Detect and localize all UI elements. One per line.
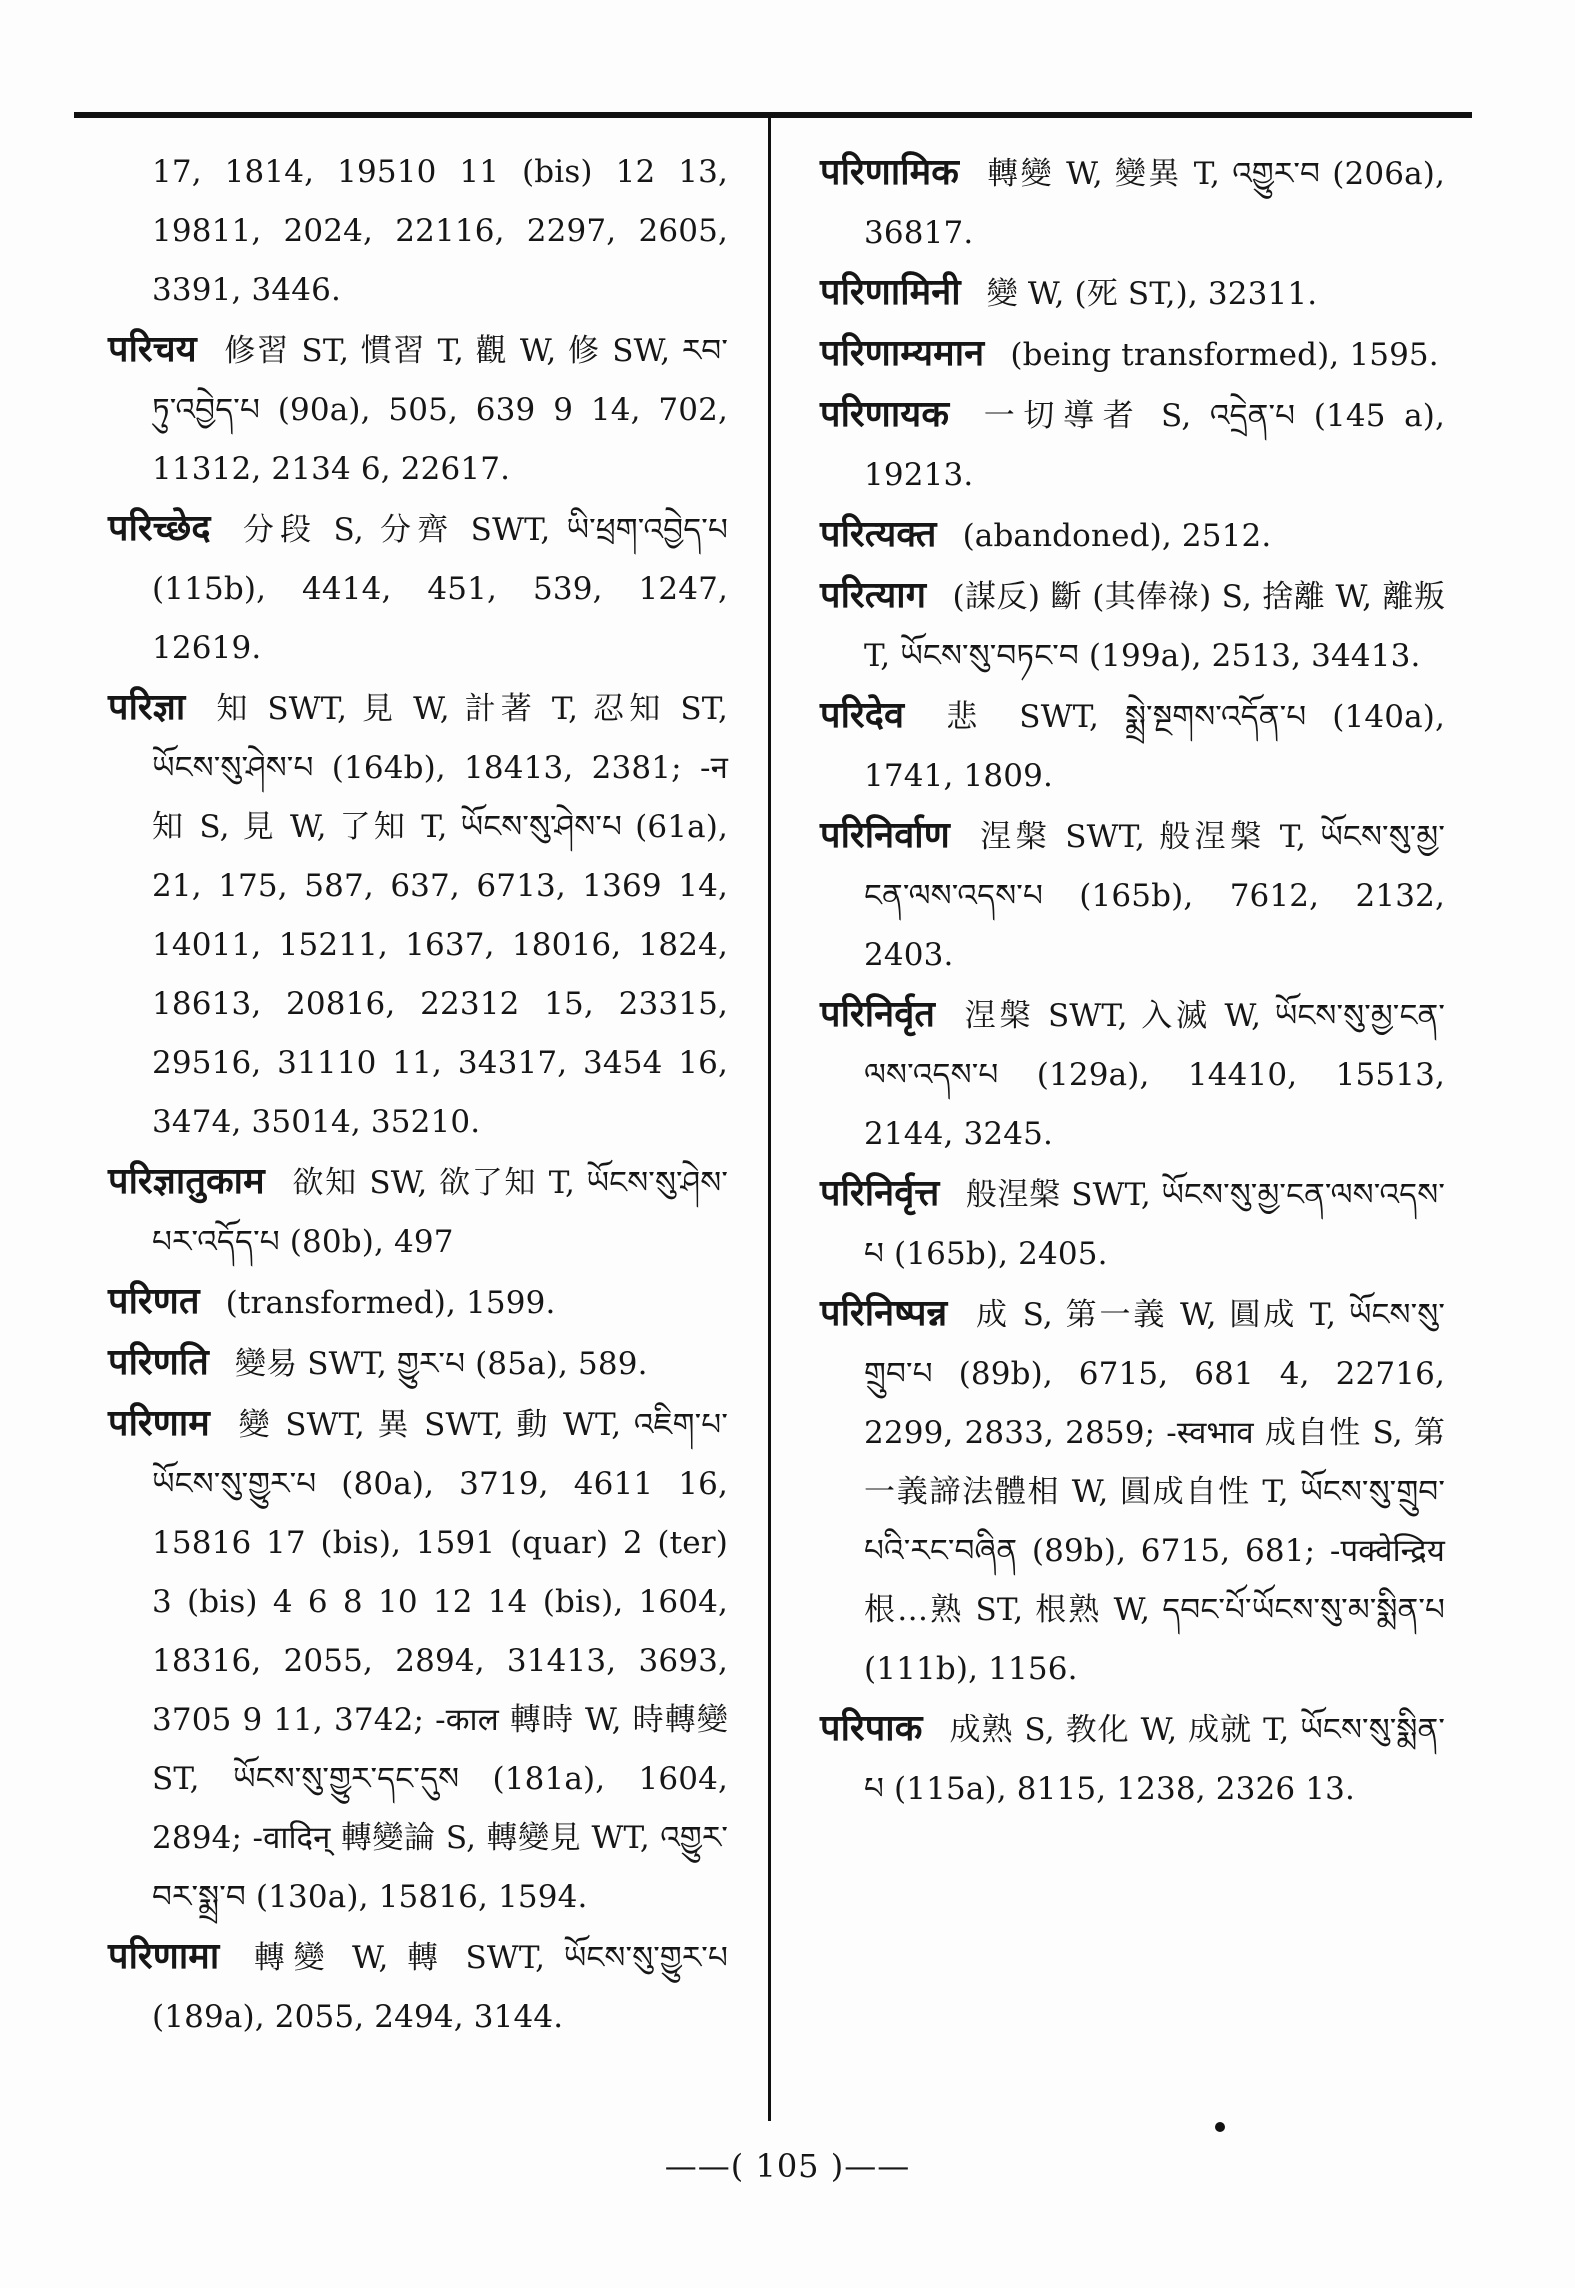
entry-text: 涅槃 SWT, 入滅 W, ཡོངས་སུ་མྱ་ངན་ལས་འདས་པ (129a), 14410, 15513, 2144, 3245. [864, 998, 1445, 1152]
entry-text: 變 SWT, 異 SWT, 動 WT, འཇིག་པ་ཡོངས་སུ་གྱུར་པ (80a), 3719, 4611 16, 15816 17 (bis), 1591 (quar) 2 (ter) 3 (bis) 4 6 8 10 12 14 (bis), 1604, 18316, 2055, 2894, 31413, 3693, 3705 9 11, 3742; -काल 轉時 W, 時轉變 ST, ཡོངས་སུ་གྱུར་དང་དུས (181a), 1604, 2894; -वादिन् 轉變論 S, 轉變見 WT, འགྱུར་བར་སྨྲ་བ (130a), 15816, 1594. [152, 1407, 728, 1915]
entry-text: 欲知 SW, 欲了知 T, ཡོངས་སུ་ཤེས་པར་འདོད་པ (80b), 497 [152, 1165, 728, 1260]
entry-text: 17, 1814, 19510 11 (bis) 12 13, 19811, 2024, 22116, 2297, 2605, 3391, 3446. [152, 154, 728, 308]
entry-text: (transformed), 1599. [225, 1285, 556, 1321]
entry-text: 轉變 W, 變異 T, འགྱུར་བ (206a), 36817. [864, 156, 1445, 251]
headword: परिनिर्वृत्त [820, 1173, 940, 1214]
entry-text: (謀反) 斷 (其俸祿) S, 捨離 W, 離叛 T, ཡོངས་སུ་བཏང་བ (199a), 2513, 34413. [864, 579, 1445, 674]
dictionary-entry [820, 385, 1445, 505]
dictionary-entry [108, 1394, 728, 1927]
entry-text: (abandoned), 2512. [962, 518, 1272, 554]
dictionary-entry [820, 143, 1445, 263]
headword: परिणामिनी [820, 272, 961, 313]
dictionary-entry [820, 324, 1445, 385]
dictionary-entry [820, 566, 1445, 686]
headword: परिणत [108, 1281, 200, 1322]
headword: परित्यक्त [820, 514, 937, 555]
dictionary-entry [820, 263, 1445, 324]
dictionary-entry [820, 806, 1445, 985]
dictionary-entry [820, 686, 1445, 806]
dictionary-entry [820, 1284, 1445, 1699]
dictionary-entry [108, 1333, 728, 1394]
entry-text: 修習 ST, 慣習 T, 觀 W, 修 SW, རབ་ཏུ་འབྱེད་པ (90a), 505, 639 9 14, 702, 11312, 2134 6, 22617. [152, 333, 728, 487]
headword: परिचय [108, 329, 197, 370]
headword: परिपाक [820, 1708, 923, 1749]
dictionary-entry [108, 1927, 728, 2047]
headword: परिणाम [108, 1403, 210, 1444]
headword: परिनिष्पन्न [820, 1293, 948, 1334]
dictionary-entry [108, 143, 728, 320]
entry-text: 知 SWT, 見 W, 計著 T, 忍知 ST, ཡོངས་སུ་ཤེས་པ (164b), 18413, 2381; -न 知 S, 見 W, 了知 T, ཡོངས་སུ་ཤེས་པ (61a), 21, 175, 587, 637, 6713, 1369 14, 14011, 15211, 1637, 18016, 1824, 18613, 20816, 22312 15, 23315, 29516, 31110 11, 34317, 3454 16, 3474, 35014, 35210. [152, 691, 728, 1140]
headword: परिदेव [820, 695, 905, 736]
headword: परिनिर्वृत [820, 994, 936, 1035]
column-divider [768, 118, 771, 2121]
headword: परिणायक [820, 394, 950, 435]
dictionary-entry [820, 505, 1445, 566]
entry-text: 轉變 W, 轉 SWT, ཡོངས་སུ་གྱུར་པ (189a), 2055, 2494, 3144. [152, 1940, 728, 2035]
entry-text: 悲 SWT, སྨྲེ་སྔགས་འདོན་པ (140a), 1741, 1809. [864, 699, 1445, 794]
headword: परिनिर्वाण [820, 815, 950, 856]
dictionary-entry [108, 1152, 728, 1272]
entry-text: 成 S, 第一義 W, 圓成 T, ཡོངས་སུ་གྲུབ་པ (89b), 6715, 681 4, 22716, 2299, 2833, 2859; -स्वभाव 成自性 S, 第一義諦法體相 W, 圓成自性 T, ཡོངས་སུ་གྲུབ་པའི་རང་བཞིན (89b), 6715, 681; -पक्वेन्द्रिय 根…熟 ST, 根熟 W, དབང་པོ་ཡོངས་སུ་མ་སྨིན་པ (111b), 1156. [864, 1297, 1445, 1687]
entry-text: 涅槃 SWT, 般涅槃 T, ཡོངས་སུ་མྱ་ངན་ལས་འདས་པ (165b), 7612, 2132, 2403. [864, 819, 1445, 973]
dictionary-entry [108, 320, 728, 499]
headword: परिणति [108, 1342, 209, 1383]
headword: परिणामा [108, 1936, 220, 1977]
entry-text: 變 W, (死 ST,), 32311. [986, 276, 1318, 312]
dictionary-entry [108, 499, 728, 678]
dictionary-entry [108, 678, 728, 1152]
entry-text: 一切導者 S, འདྲེན་པ (145 a), 19213. [864, 398, 1445, 493]
entry-text: 般涅槃 SWT, ཡོངས་སུ་མྱ་ངན་ལས་འདས་པ (165b), 2405. [864, 1177, 1445, 1272]
headword: परिच्छेद [108, 508, 211, 549]
left-column [108, 143, 728, 2047]
headword: परिज्ञातुकाम [108, 1161, 265, 1202]
entry-text: 變易 SWT, གྱུར་པ (85a), 589. [234, 1346, 648, 1382]
dictionary-entry [820, 1699, 1445, 1819]
right-column [820, 143, 1445, 1819]
dictionary-entry [108, 1272, 728, 1333]
ink-speck [1215, 2122, 1225, 2132]
headword: परिणामिक [820, 152, 960, 193]
entry-text: 分段 S, 分齊 SWT, ཡི་ཕྲག་འབྱེད་པ (115b), 4414, 451, 539, 1247, 12619. [152, 512, 728, 666]
headword: परिणाम्यमान [820, 333, 985, 374]
headword: परिज्ञा [108, 687, 186, 728]
headword: परित्याग [820, 575, 927, 616]
entry-text: 成熟 S, 教化 W, 成就 T, ཡོངས་སུ་སྨིན་པ (115a), 8115, 1238, 2326 13. [864, 1712, 1445, 1807]
top-rule [74, 112, 1472, 118]
entry-text: (being transformed), 1595. [1010, 337, 1439, 373]
dictionary-entry [820, 985, 1445, 1164]
page-number: ——( 105 )—— [664, 2147, 911, 2185]
dictionary-entry [820, 1164, 1445, 1284]
